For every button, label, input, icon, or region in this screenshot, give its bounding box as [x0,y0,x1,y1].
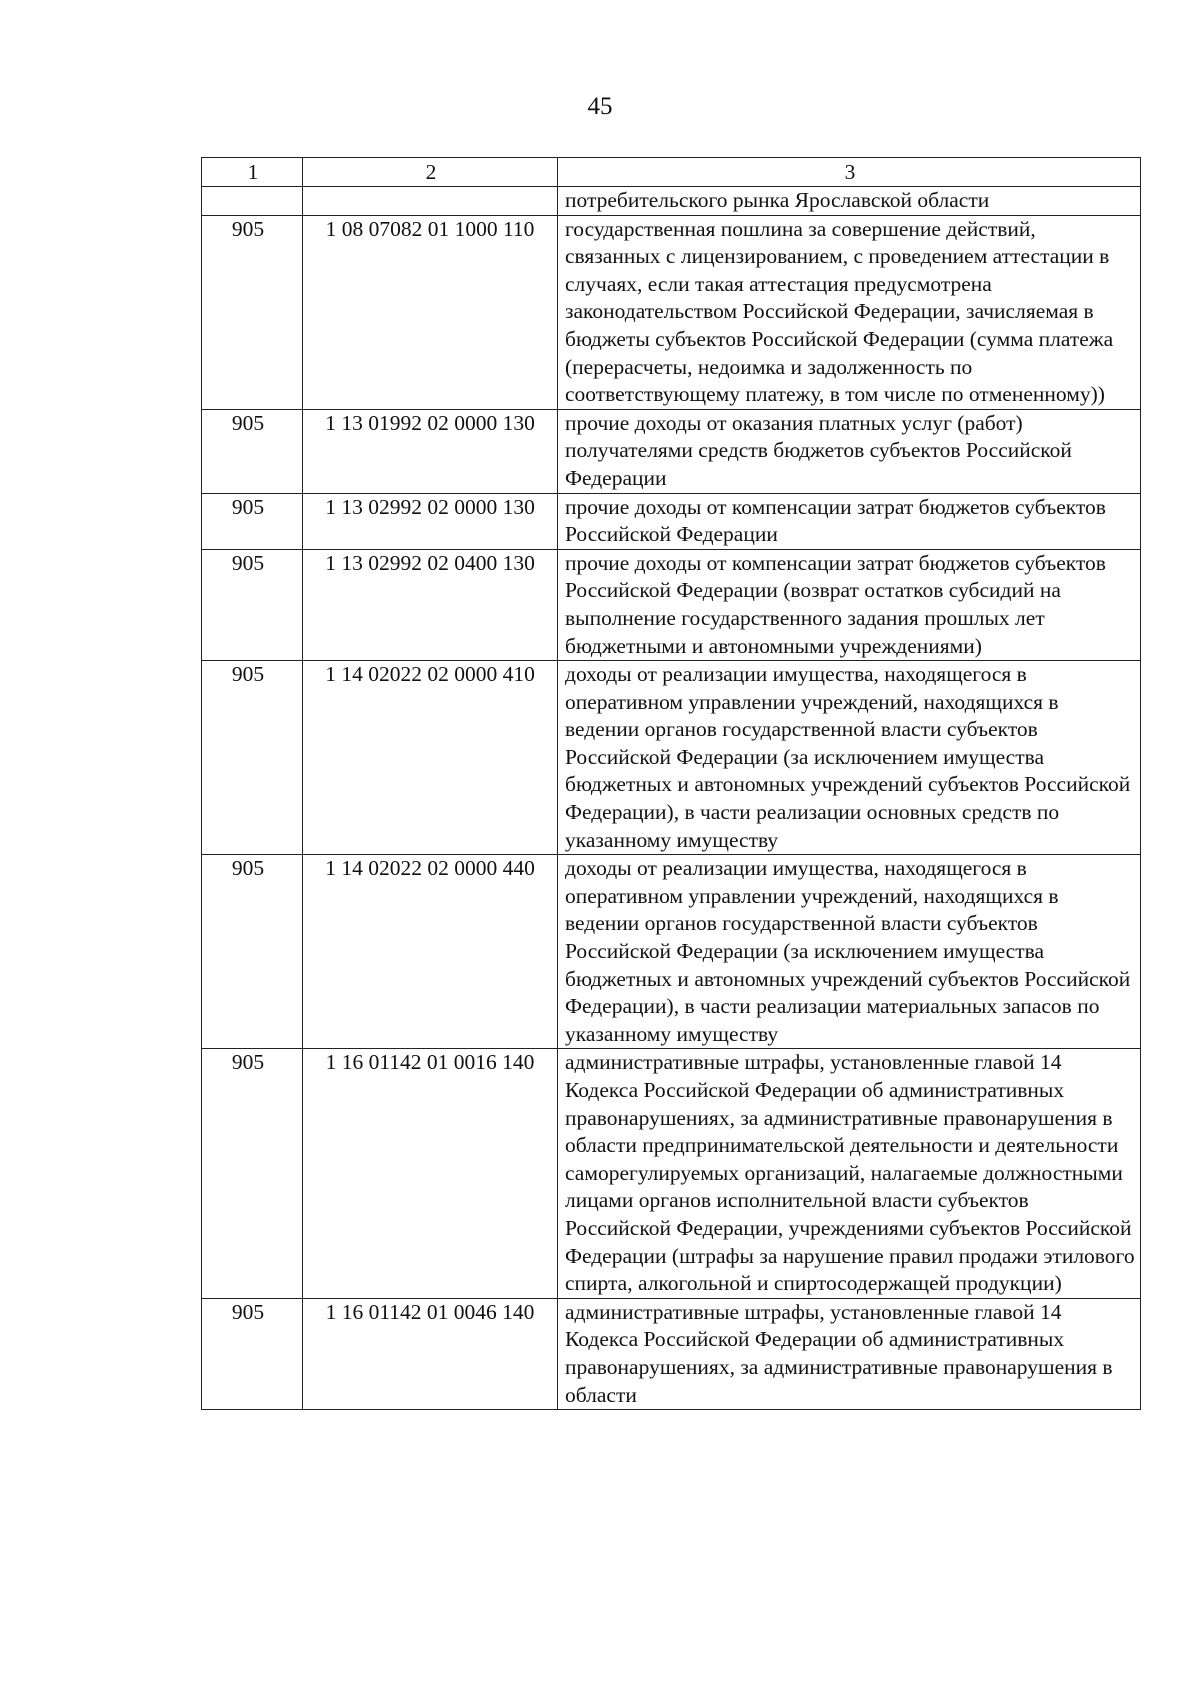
admin-code-cell: 905 [202,661,303,855]
admin-code-cell: 905 [202,215,303,409]
column-header-2: 2 [303,158,558,187]
table-row [202,493,1141,549]
admin-code-cell: 905 [202,549,303,660]
table-row [202,215,1141,409]
admin-code-cell: 905 [202,1049,303,1298]
description-cell: прочие доходы от компенсации затрат бюджетов субъектов Российской Федерации [558,493,1141,549]
description-cell: доходы от реализации имущества, находящегося в оперативном управлении учреждений, находящихся в ведении органов государственной власти субъектов Российской Федерации (за исключением имущества бюджетных и автономных учреждений субъектов Российской Федерации), в части реализации основных средств по указанному имуществу [558,661,1141,855]
description-cell: доходы от реализации имущества, находящегося в оперативном управлении учреждений, находящихся в ведении органов государственной власти субъектов Российской Федерации (за исключением имущества бюджетных и автономных учреждений субъектов Российской Федерации), в части реализации материальных запасов по указанному имуществу [558,855,1141,1049]
kbk-code-cell [303,187,558,216]
kbk-code-cell: 1 14 02022 02 0000 410 [303,661,558,855]
table-row [202,661,1141,855]
column-header-1: 1 [202,158,303,187]
table-row [202,409,1141,493]
kbk-code-cell: 1 08 07082 01 1000 110 [303,215,558,409]
admin-code-cell: 905 [202,855,303,1049]
kbk-code-cell: 1 16 01142 01 0016 140 [303,1049,558,1298]
description-cell: административные штрафы, установленные главой 14 Кодекса Российской Федерации об административных правонарушениях, за административные правонарушения в области [558,1298,1141,1409]
column-header-3: 3 [558,158,1141,187]
description-cell: административные штрафы, установленные главой 14 Кодекса Российской Федерации об административных правонарушениях, за административные правонарушения в области предпринимательской деятельности и деятельности саморегулируемых организаций, налагаемые должностными лицами органов исполнительной власти субъектов Российской Федерации, учреждениями субъектов Российской Федерации (штрафы за нарушение правил продажи этилового спирта, алкогольной и спиртосодержащей продукции) [558,1049,1141,1298]
kbk-code-cell: 1 16 01142 01 0046 140 [303,1298,558,1409]
admin-code-cell [202,187,303,216]
table-row [202,1049,1141,1298]
page-number: 45 [587,93,613,120]
kbk-code-cell: 1 13 02992 02 0000 130 [303,493,558,549]
kbk-code-cell: 1 14 02022 02 0000 440 [303,855,558,1049]
description-cell: потребительского рынка Ярославской области [558,187,1141,216]
description-cell: государственная пошлина за совершение действий, связанных с лицензированием, с проведением аттестации в случаях, если такая аттестация предусмотрена законодательством Российской Федерации, зачисляемая в бюджеты субъектов Российской Федерации (сумма платежа (перерасчеты, недоимка и задолженность по соответствующему платежу, в том числе по отмененному)) [558,215,1141,409]
kbk-code-cell: 1 13 01992 02 0000 130 [303,409,558,493]
table-row [202,549,1141,660]
description-cell: прочие доходы от компенсации затрат бюджетов субъектов Российской Федерации (возврат остатков субсидий на выполнение государственного задания прошлых лет бюджетными и автономными учреждениями) [558,549,1141,660]
table-row [202,1298,1141,1409]
admin-code-cell: 905 [202,493,303,549]
table-row [202,855,1141,1049]
description-cell: прочие доходы от оказания платных услуг (работ) получателями средств бюджетов субъектов Российской Федерации [558,409,1141,493]
admin-code-cell: 905 [202,409,303,493]
admin-code-cell: 905 [202,1298,303,1409]
kbk-code-cell: 1 13 02992 02 0400 130 [303,549,558,660]
table-row [202,187,1141,216]
table-header-row [202,158,1141,187]
revenue-codes-table [201,157,1141,1410]
